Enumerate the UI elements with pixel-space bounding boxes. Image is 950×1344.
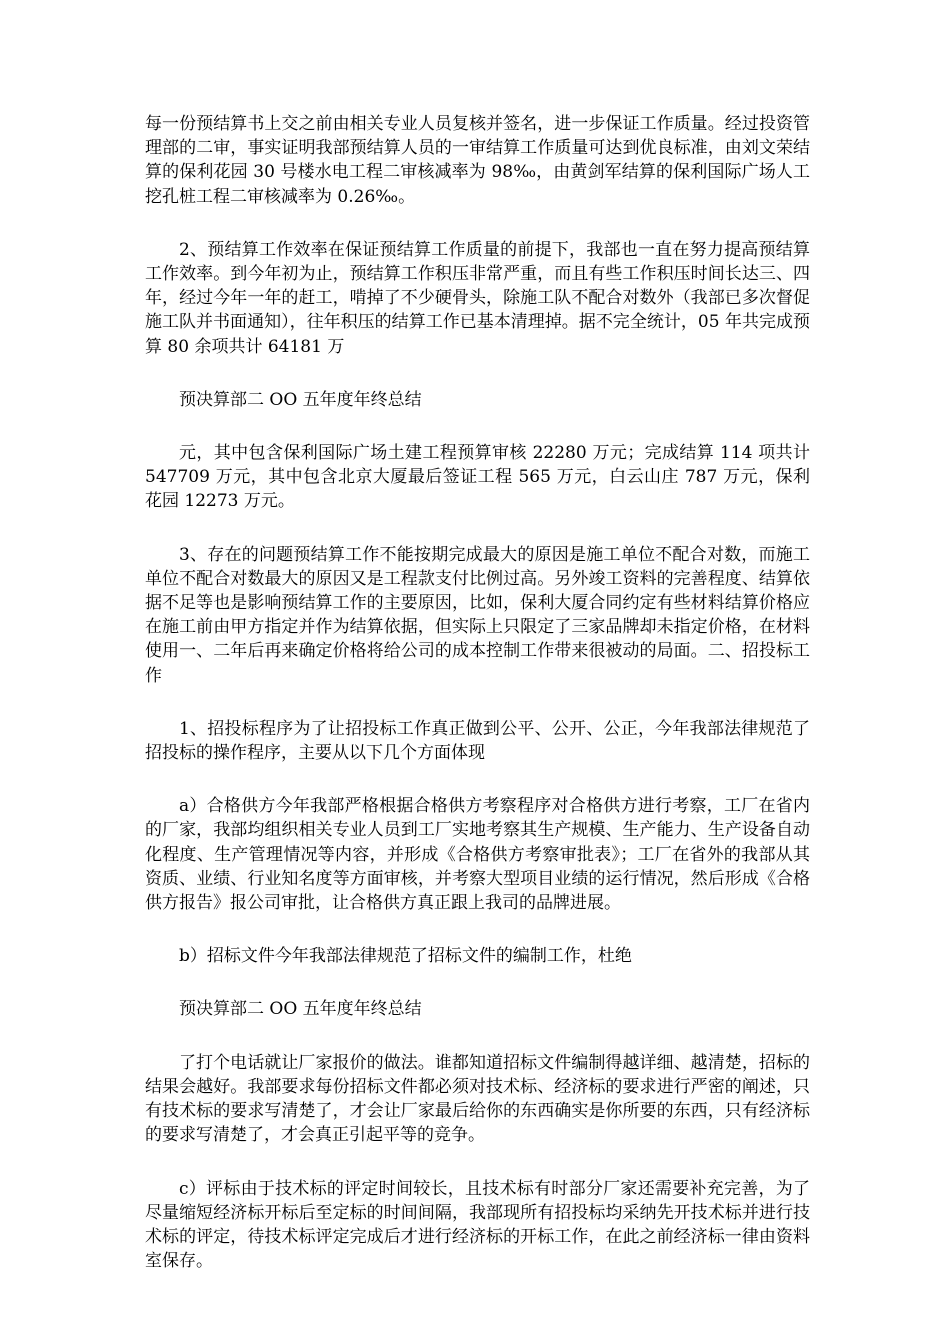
paragraph-bid-evaluation: c）评标由于技术标的评定时间较长，且技术标有时部分厂家还需要补充完善，为了尽量缩短经济标开标后至定标的时间间隔，我部现所有招投标均采纳先开技术标并进行技术标的评定，待技术标评定完成后才进行经济标的开标工作，在此之前经济标一律由资料室保存。 <box>145 1178 810 1272</box>
paragraph-bidding-documents: b）招标文件今年我部法律规范了招标文件的编制工作，杜绝 <box>179 946 632 967</box>
paragraph-problems: 3、存在的问题预结算工作不能按期完成最大的原因是施工单位不配合对数，而施工单位不配合对数最大的原因又是工程款支付比例过高。另外竣工资料的完善程度、结算依据不足等也是影响预结算工作的主要原因，比如，保利大厦合同约定有些材料结算价格应在施工前由甲方指定并作为结算依据，但实际上只限定了三家品牌却未指定价格，在材料使用一、二年后再来确定价格将给公司的成本控制工作带来很被动的局面。二、招投标工作 <box>145 544 810 686</box>
paragraph-bidding-detail: 了打个电话就让厂家报价的做法。谁都知道招标文件编制得越详细、越清楚，招标的结果会越好。我部要求每份招标文件都必须对技术标、经济标的要求进行严密的阐述，只有技术标的要求写清楚了，才会让厂家最后给你的东西确实是你所要的东西，只有经济标的要求写清楚了，才会真正引起平等的竞争。 <box>145 1052 810 1146</box>
paragraph-qualified-suppliers: a）合格供方今年我部严格根据合格供方考察程序对合格供方进行考察，工厂在省内的厂家，我部均组织相关专业人员到工厂实地考察其生产规模、生产能力、生产设备自动化程度、生产管理情况等内容，并形成《合格供方考察审批表》；工厂在省外的我部从其资质、业绩、行业知名度等方面审核，并考察大型项目业绩的运行情况，然后形成《合格供方报告》报公司审批，让合格供方真正跟上我司的品牌进展。 <box>145 796 810 914</box>
paragraph-efficiency: 2、预结算工作效率在保证预结算工作质量的前提下，我部也一直在努力提高预结算工作效率。到今年初为止，预结算工作积压非常严重，而且有些工作积压时间长达三、四年，经过今年一年的赶工，啃掉了不少硬骨头，除施工队不配合对数外（我部已多次督促施工队并书面通知），往年积压的结算工作已基本清理掉。据不完全统计，05 年共完成预算 80 余项共计 64181 万 <box>145 239 810 357</box>
running-title: 预决算部二 OO 五年度年终总结 <box>179 999 422 1020</box>
paragraph-quality-review: 每一份预结算书上交之前由相关专业人员复核并签名，进一步保证工作质量。经过投资管理部的二审，事实证明我部预结算人员的一审结算工作质量可达到优良标准，由刘文荣结算的保利花园 30 号楼水电工程二审核减率为 98‰，由黄剑军结算的保利国际广场人工挖孔桩工程二审核减率为 0.26‰。 <box>145 114 810 207</box>
paragraph-bidding-procedure: 1、招投标程序为了让招投标工作真正做到公平、公开、公正，今年我部法律规范了招投标的操作程序，主要从以下几个方面体现 <box>145 718 810 764</box>
running-title: 预决算部二 OO 五年度年终总结 <box>179 389 422 410</box>
paragraph-settlement-totals: 元，其中包含保利国际广场土建工程预算审核 22280 万元；完成结算 114 项共计 547709 万元，其中包含北京大厦最后签证工程 565 万元，白云山庄 787 万元，保利花园 12273 万元。 <box>145 443 810 512</box>
document-body <box>145 112 810 1302</box>
